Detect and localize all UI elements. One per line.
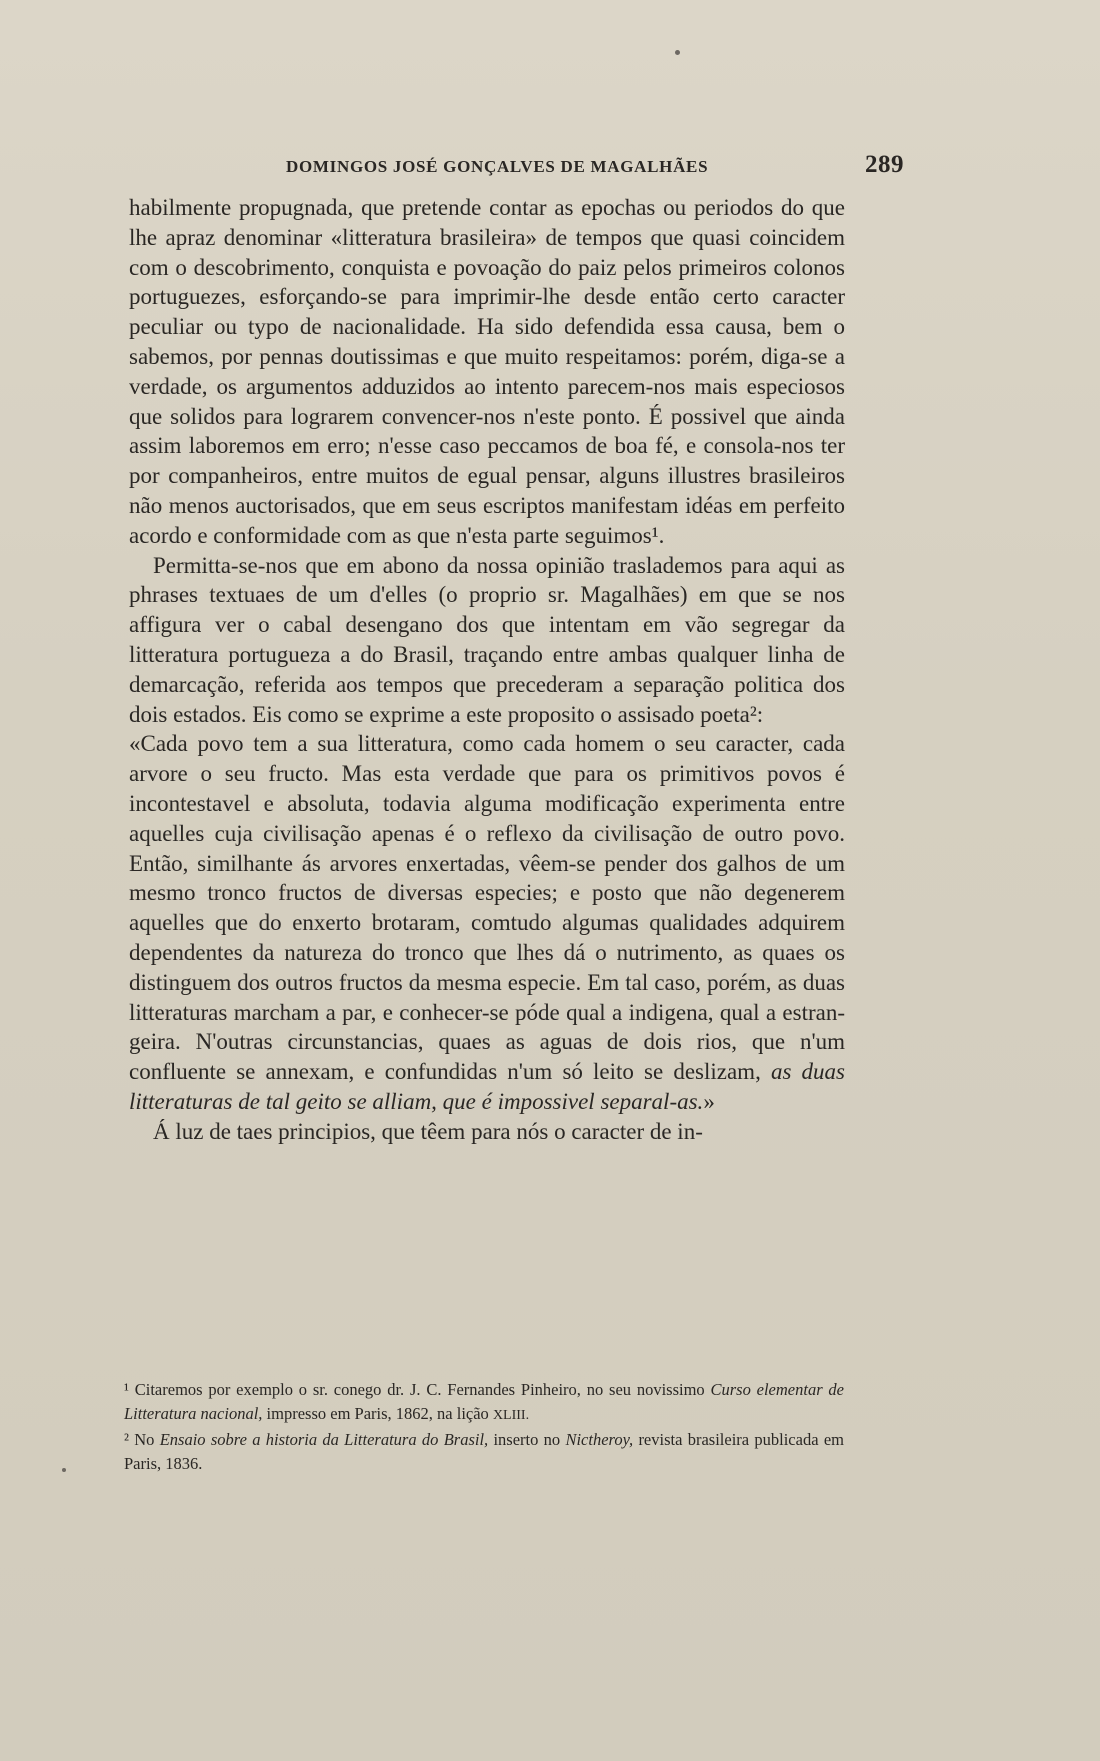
footnote-work-title: Ensaio sobre a historia da Litteratura do Brasil, — [159, 1430, 489, 1449]
footnote-text: ¹ Citaremos por exemplo o sr. conego dr. J. C. Fernandes Pinheiro, no seu novissimo — [124, 1380, 705, 1399]
body-paragraph: habilmente propugnada, que pretende contar as epochas ou periodos do que lhe apraz denominar «litteratura brasileira» de tempos que quasi coincidem com o descobrimento, conquista e povoação do paiz pelos primeiros colonos portuguezes, esforçando-se para imprimir-lhe desde então certo caracter peculiar ou typo de nacionalidade. Ha sido defendida essa causa, bem o sabemos, por pennas doutissimas e que muito respeitamos: porém, diga-se a verdade, os argumentos adduzidos ao intento parecem-nos mais especiosos que solidos para lograrem convencer-nos n'este ponto. É possivel que ainda assim laboremos em erro; n'esse caso peccamos de boa fé, e consola-nos ter por companheiros, entre muitos de egual pensar, alguns illustres brasileiros não menos auctorisados, que em seus escriptos manifestam idéas em perfeito acordo e conformidade com as que n'esta parte seguimos¹. — [129, 195, 845, 548]
body-paragraph: Á luz de taes principios, que têem para nós o caracter de in- — [153, 1118, 703, 1144]
quotation-italic: as duas litteraturas de tal geito se alliam, que é impossivel separal-as. — [129, 1059, 846, 1114]
footnote-1 — [124, 1378, 844, 1428]
footnote-roman-numeral: XLIII. — [492, 1408, 530, 1423]
running-title: DOMINGOS JOSÉ GONÇALVES DE MAGALHÃES — [286, 157, 709, 176]
footnote-work-title: Curso elementar de Litteratura nacional, — [124, 1380, 845, 1423]
footnote-2 — [124, 1428, 844, 1476]
page-speck — [675, 50, 680, 55]
body-paragraph: Permitta-se-nos que em abono da nossa opinião traslademos para aqui as phrases textuaes de um d'elles (o proprio sr. Magalhães) em que se nos affigura ver o cabal desengano dos que intentam em vão segregar da litteratura portugueza a do Brasil, traçando entre ambas qualquer linha de demarcação, referida aos tempos que precederam a separação politica dos dois estados. Eis como se exprime a este proposito o assisado poeta²: — [129, 552, 845, 727]
quotation-text: «Cada povo tem a sua litteratura, como cada homem o seu caracter, cada arvore o seu fructo. Mas esta verdade que para os primitivos povos é incontestavel e absoluta, todavia alguma modificação experimenta entre aquelles cuja civilisação apenas é o reflexo da civilisação de outro povo. Então, similhante ás arvores enxertadas, vêem-se pender dos galhos de um mesmo tronco fructos de diversas especies; e posto que não degenerem aquelles que do enxerto brotaram, comtudo algumas qualidades adquirem dependentes da natureza do tronco que lhes dá o nutrimento, as quaes os distinguem dos outros fructos da mesma especie. Em tal caso, porém, as duas litteraturas marcham a par, e conhecer-se póde qual a indigena, qual a estrangeira. N'outras circunstancias, quaes as aguas de dois rios, que n'um confluente se annexam, e confundidas n'um só leito se deslizam, — [129, 731, 845, 1085]
quotation — [129, 729, 845, 1116]
footnote-journal-title: Nictheroy, — [565, 1430, 634, 1449]
footnotes — [124, 1378, 844, 1476]
footnote-text: ² No — [124, 1430, 155, 1449]
page-speck — [62, 1468, 66, 1472]
page-header — [128, 151, 906, 185]
quotation-close: » — [703, 1088, 715, 1114]
footnote-text: inserto no — [493, 1430, 561, 1449]
page-number: 289 — [865, 151, 904, 178]
footnote-text: impresso em Paris, 1862, na lição — [266, 1404, 489, 1423]
footnote-text: revista brasileira publicada em Paris, 1836. — [124, 1430, 844, 1473]
main-text — [129, 193, 845, 1147]
